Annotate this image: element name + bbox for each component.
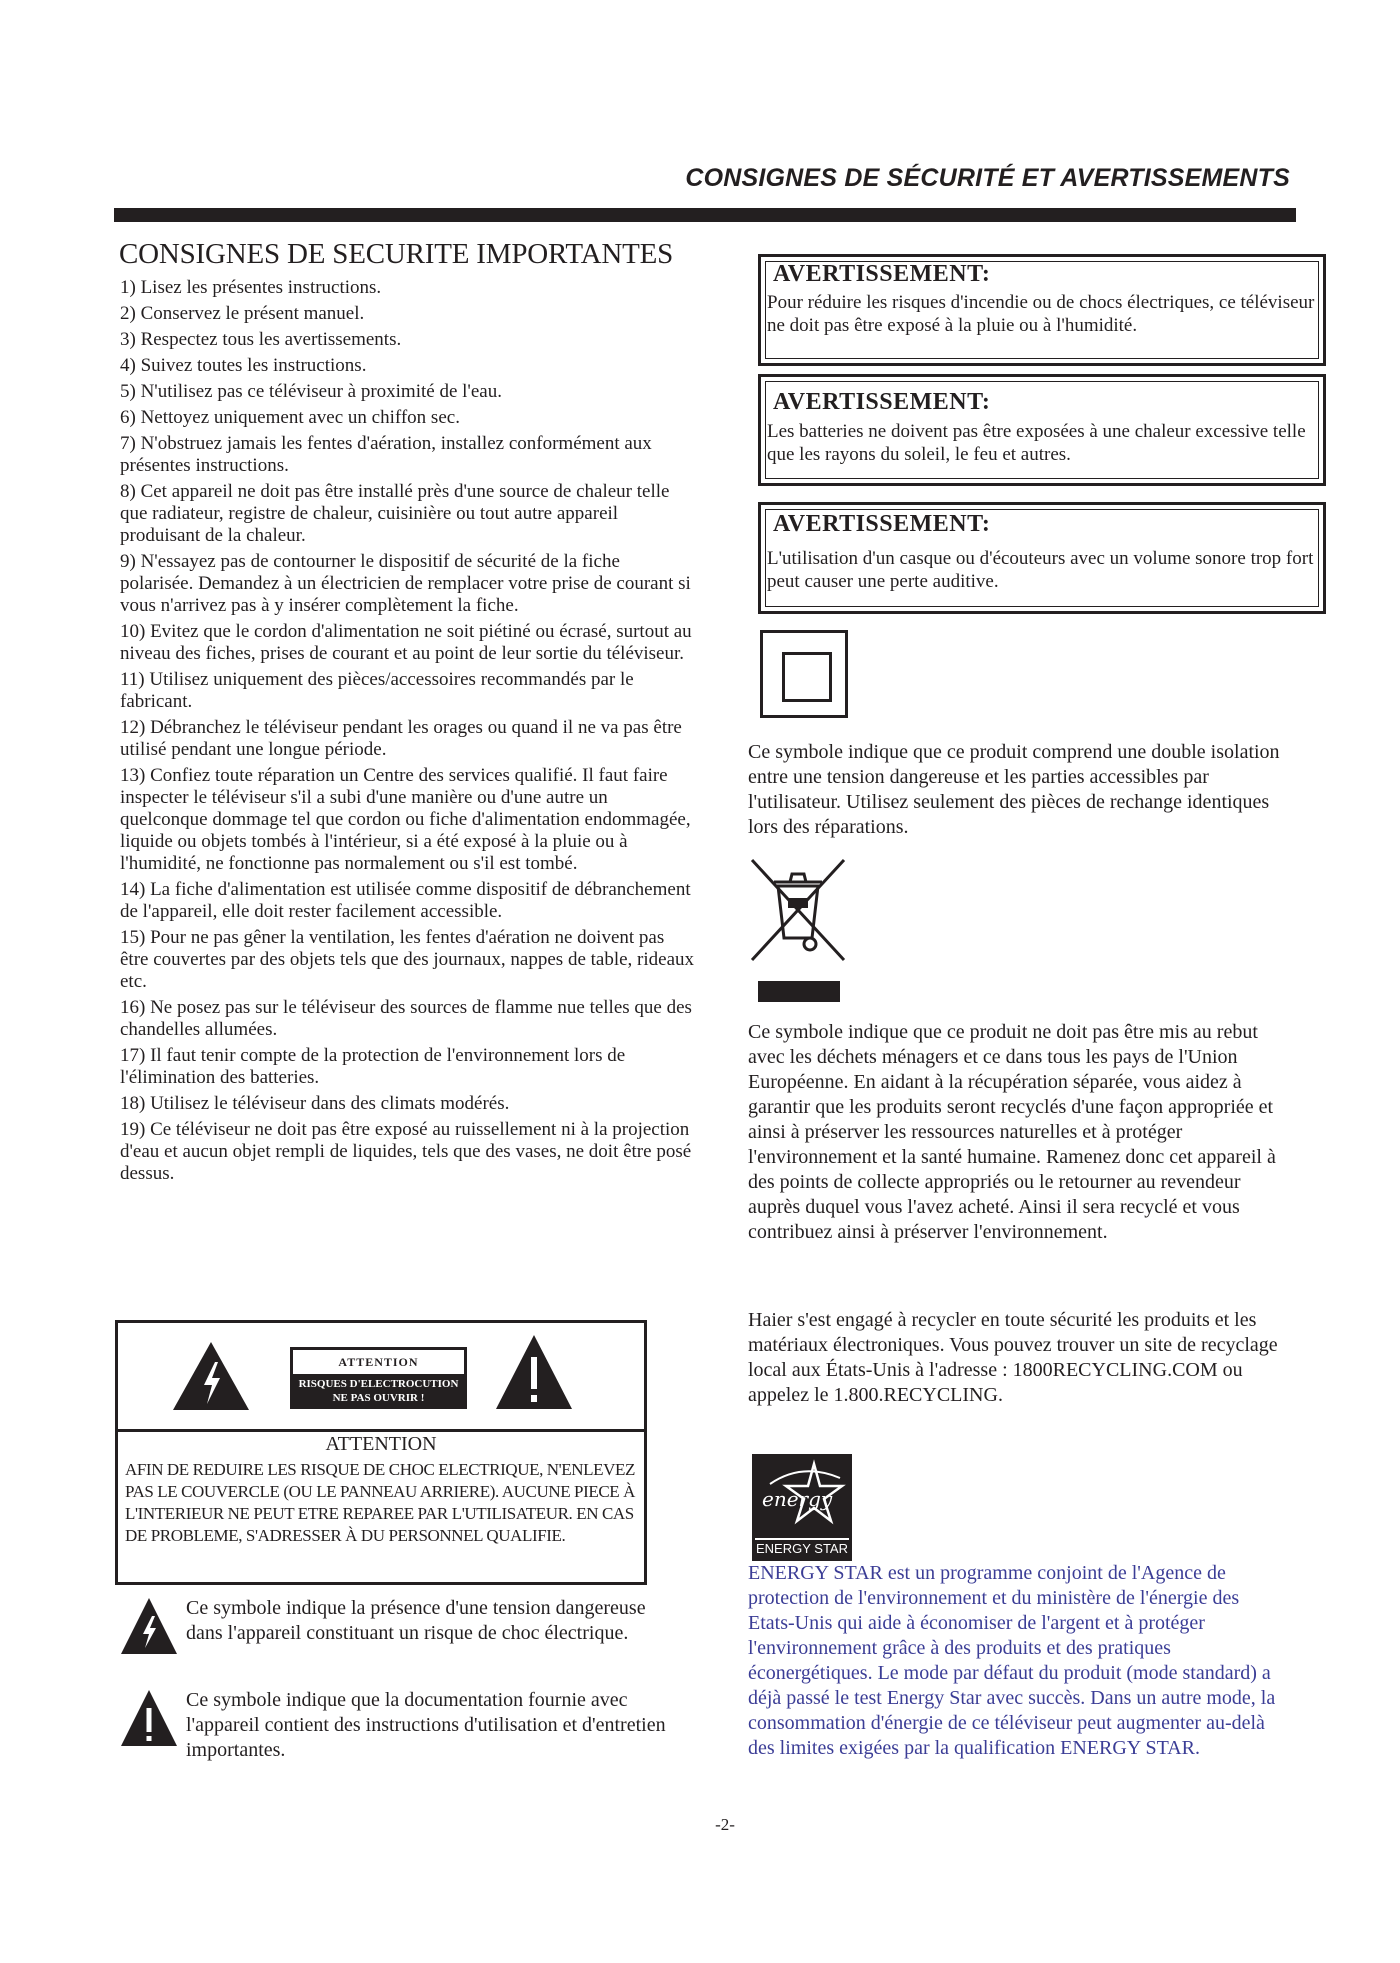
- instruction-item: 9) N'essayez pas de contourner le dispositif de sécurité de la fiche polarisée. Demandez à un électricien de remplacer votre prise de courant si vous n'arrivez pas à y insérer complètement la fiche.: [120, 551, 691, 616]
- warning-text: Pour réduire les risques d'incendie ou de chocs électriques, ce téléviseur ne doit pas être exposé à la pluie ou à l'humidité.: [767, 292, 1315, 336]
- caution-inner-line1: RISQUES D'ELECTROCUTION: [298, 1378, 459, 1390]
- exclamation-triangle-icon: [494, 1333, 574, 1411]
- instruction-item: 2) Conservez le présent manuel.: [120, 303, 365, 324]
- instruction-item: 11) Utilisez uniquement des pièces/accessoires recommandés par le fabricant.: [120, 669, 634, 712]
- page-number: -2-: [715, 1815, 735, 1834]
- weee-text: Ce symbole indique que ce produit ne doit pas être mis au rebut avec les déchets ménagers et ce dans tous les pays de l'Union Européenne. En aidant à la récupération séparée, vous aidez à garantir que les produits seront recyclés d'une façon appropriée et ainsi à préserver les ressources naturelles et à protéger l'environnement et la santé humaine. Ramenez donc cet appareil à des points de collecte appropriés ou le retourner au revendeur auprès duquel vous l'avez acheté. Ainsi il sera recyclé et vous contribuez ainsi à préserver l'environnement.: [748, 1021, 1276, 1243]
- lightning-triangle-icon: [118, 1596, 180, 1658]
- instruction-item: 1) Lisez les présentes instructions.: [120, 277, 382, 298]
- energy-star-icon: [752, 1454, 852, 1540]
- instruction-item: 16) Ne posez pas sur le téléviseur des sources de flamme nue telles que des chandelles allumées.: [120, 997, 692, 1040]
- instruction-item: 12) Débranchez le téléviseur pendant les orages ou quand il ne va pas être utilisé pendant une longue période.: [120, 717, 682, 760]
- instruction-item: 15) Pour ne pas gêner la ventilation, les fentes d'aération ne doivent pas être couvertes par des objets tels que des journaux, nappes de table, rideaux etc.: [120, 927, 695, 992]
- exclamation-triangle-icon: [118, 1688, 180, 1750]
- caution-inner-label: [290, 1347, 467, 1409]
- instruction-item: 13) Confiez toute réparation un Centre des services qualifié. Il faut faire inspecter le téléviseur s'il a subi d'une manière ou d'une autre un quelconque dommage tel que cordon ou fiche d'alimentation endommagée, liquide ou objets tombés à l'intérieur, si a été exposé à la pluie ou à l'humidité, ne fonctionne pas normalement ou s'il est tombé.: [120, 765, 691, 874]
- symbol-note-text: Ce symbole indique la présence d'une tension dangereuse dans l'appareil constituant un risque de choc électrique.: [186, 1597, 646, 1644]
- symbol-note-exclamation: [118, 1688, 678, 1763]
- instruction-item: 10) Evitez que le cordon d'alimentation ne soit piétiné ou écrasé, surtout au niveau des fiches, prises de courant et au point de leur sortie du téléviseur.: [120, 621, 692, 664]
- instruction-item: 8) Cet appareil ne doit pas être installé près d'une source de chaleur telle que radiateur, registre de chaleur, cuisinière ou tout autre appareil produisant de la chaleur.: [120, 481, 670, 546]
- instruction-item: 19) Ce téléviseur ne doit pas être exposé au ruissellement ni à la projection d'eau et aucun objet rempli de liquides, tels que des vases, ne doit être posé dessus.: [120, 1119, 692, 1184]
- instruction-item: 7) N'obstruez jamais les fentes d'aération, installez conformément aux présentes instructions.: [120, 433, 652, 476]
- caution-label-header: [118, 1323, 644, 1432]
- double-insulation-text: Ce symbole indique que ce produit comprend une double isolation entre une tension dangereuse et les parties accessibles par l'utilisateur. Utilisez seulement des pièces de rechange identiques lors des réparations.: [748, 741, 1280, 838]
- instruction-item: 17) Il faut tenir compte de la protection de l'environnement lors de l'élimination des batteries.: [120, 1045, 626, 1088]
- instruction-item: 6) Nettoyez uniquement avec un chiffon sec.: [120, 407, 460, 428]
- instruction-item: 4) Suivez toutes les instructions.: [120, 355, 367, 376]
- caution-inner-title: ATTENTION: [338, 1354, 419, 1369]
- caution-inner-line2: NE PAS OUVRIR !: [332, 1392, 425, 1404]
- caution-inner-warning: [293, 1374, 464, 1406]
- energy-star-logo: [752, 1454, 852, 1561]
- safety-instructions-list: [120, 277, 696, 1189]
- energy-star-script: energy: [762, 1487, 833, 1511]
- page-header-title: CONSIGNES DE SÉCURITÉ ET AVERTISSEMENTS: [685, 164, 1290, 192]
- caution-heading: ATTENTION: [325, 1433, 437, 1455]
- caution-body: AFIN DE REDUIRE LES RISQUE DE CHOC ELECTRIQUE, N'ENLEVEZ PAS LE COUVERCLE (OU LE PANNEAU ARRIERE). AUCUNE PIECE À L'INTERIEUR NE PEUT ETRE REPAREE PAR L'UTILISATEUR. EN CAS DE PROBLEME, S'ADRESSER À DU PERSONNEL QUALIFIE.: [125, 1460, 635, 1545]
- weee-bar: [758, 981, 840, 1002]
- warning-text: Les batteries ne doivent pas être exposées à une chaleur excessive telle que les rayons du soleil, le feu et autres.: [767, 421, 1306, 465]
- energy-star-text: ENERGY STAR est un programme conjoint de l'Agence de protection de l'environnement et du ministère de l'énergie des Etats-Unis qui aide à économiser de l'argent et à protéger l'environnement grâce à des produits et des pratiques éconergétiques. Le mode par défaut du produit (mode standard) a déjà passé le test Energy Star avec succès. Dans un autre mode, la consommation d'énergie de ce téléviseur peut augmenter au-delà des limites exigées par la qualification ENERGY STAR.: [748, 1562, 1276, 1759]
- warning-box-rain: [758, 254, 1326, 366]
- warning-title: AVERTISSEMENT:: [773, 261, 991, 287]
- energy-star-logo-label: ENERGY STAR: [755, 1538, 849, 1558]
- safety-instructions-title: CONSIGNES DE SECURITE IMPORTANTES: [119, 238, 674, 270]
- warning-title: AVERTISSEMENT:: [773, 389, 991, 415]
- warning-title: AVERTISSEMENT:: [773, 511, 991, 537]
- recycling-text: Haier s'est engagé à recycler en toute sécurité les produits et les matériaux électroniques. Vous pouvez trouver un site de recyclage local aux États-Unis à l'adresse : 1800RECYCLING.COM ou appelez le 1.800.RECYCLING.: [748, 1309, 1278, 1406]
- crossed-out-bin-icon: [748, 856, 848, 966]
- instruction-item: 14) La fiche d'alimentation est utilisée comme dispositif de débranchement de l'appareil, elle doit rester facilement accessible.: [120, 879, 691, 922]
- caution-label: [115, 1320, 647, 1585]
- warning-box-batteries: [758, 374, 1326, 486]
- header-rule: [114, 208, 1296, 222]
- instruction-item: 5) N'utilisez pas ce téléviseur à proximité de l'eau.: [120, 381, 502, 402]
- instruction-item: 3) Respectez tous les avertissements.: [120, 329, 402, 350]
- warning-box-headphones: [758, 502, 1326, 614]
- symbol-note-text: Ce symbole indique que la documentation fournie avec l'appareil contient des instructions d'utilisation et d'entretien importantes.: [186, 1689, 666, 1761]
- double-insulation-icon: [760, 630, 848, 718]
- instruction-item: 18) Utilisez le téléviseur dans des climats modérés.: [120, 1093, 510, 1114]
- lightning-triangle-icon: [171, 1340, 251, 1412]
- symbol-note-lightning: [118, 1596, 678, 1658]
- warning-text: L'utilisation d'un casque ou d'écouteurs avec un volume sonore trop fort peut causer une perte auditive.: [767, 548, 1314, 592]
